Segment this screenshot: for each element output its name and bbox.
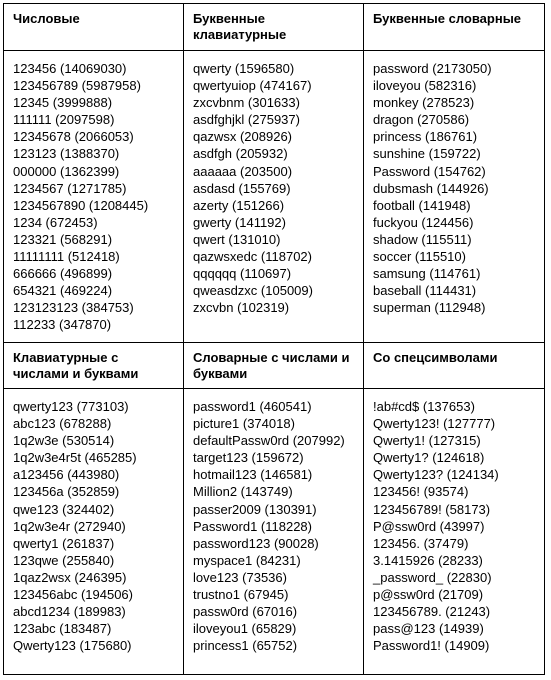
password-entry: shadow (115511) <box>373 231 472 247</box>
password-entry: 1qaz2wsx (246395) <box>13 569 127 585</box>
password-entry: qwert (131010) <box>193 231 281 247</box>
password-entry: soccer (115510) <box>373 249 466 265</box>
column-numeric <box>3 50 184 343</box>
password-entry: 000000 (1362399) <box>13 163 120 179</box>
password-entry: qweasdzxc (105009) <box>193 283 313 299</box>
column-dictionary-numbers-letters <box>183 388 364 675</box>
password-entry: 1q2w3e4r5t (465285) <box>13 450 137 466</box>
header-numeric: Числовые <box>3 3 184 51</box>
password-entry: Password (154762) <box>373 163 486 179</box>
password-entry: qwertyuiop (474167) <box>193 78 312 94</box>
password-entry: p@ssw0rd (21709) <box>373 587 484 603</box>
password-entry: passer2009 (130391) <box>193 501 317 517</box>
password-entry: asdasd (155769) <box>193 180 291 196</box>
column-keyboard-numbers-letters <box>3 388 184 675</box>
password-entry: 123123123 (384753) <box>13 300 134 316</box>
password-entry: 1q2w3e4r (272940) <box>13 518 126 534</box>
password-entry: 112233 (347870) <box>13 317 112 333</box>
password-entry: password (2173050) <box>373 61 492 76</box>
password-entry: 123456 (14069030) <box>13 61 127 76</box>
password-entry: Qwerty1? (124618) <box>373 450 485 466</box>
password-entry: iloveyou1 (65829) <box>193 621 297 637</box>
password-entry: aaaaaa (203500) <box>193 163 293 179</box>
password-entry: qwerty1 (261837) <box>13 535 115 551</box>
column-dictionary-letters <box>363 50 545 343</box>
password-entry: zxcvbn (102319) <box>193 300 290 316</box>
password-entry: passw0rd (67016) <box>193 604 298 620</box>
password-entry: iloveyou (582316) <box>373 78 477 94</box>
password-entry: fuckyou (124456) <box>373 214 474 230</box>
password-entry: 123456. (37479) <box>373 535 469 551</box>
password-entry: gwerty (141192) <box>193 214 286 230</box>
password-entry: hotmail123 (146581) <box>193 467 313 483</box>
password-entry: superman (112948) <box>373 300 486 316</box>
password-entry: 1234 (672453) <box>13 214 98 230</box>
password-entry: asdfgh (205932) <box>193 146 288 162</box>
password-entry: 123456789. (21243) <box>373 604 491 620</box>
password-entry: password123 (90028) <box>193 535 319 551</box>
password-entry: love123 (73536) <box>193 569 287 585</box>
password-entry: 1234567 (1271785) <box>13 180 127 196</box>
password-entry: Qwerty123? (124134) <box>373 467 499 483</box>
password-entry: qwe123 (324402) <box>13 501 115 517</box>
password-entry: 123321 (568291) <box>13 231 113 247</box>
header-keyboard-numbers-letters: Клавиатурные с числами и буквами <box>3 342 184 389</box>
password-entry: 3.1415926 (28233) <box>373 552 483 568</box>
password-entry: _password_ (22830) <box>373 569 492 585</box>
password-entry: 123456! (93574) <box>373 484 469 500</box>
password-entry: 123456abc (194506) <box>13 587 133 603</box>
password-entry: 1q2w3e (530514) <box>13 433 115 449</box>
password-entry: 123456789 (5987958) <box>13 78 141 94</box>
password-entry: 123123 (1388370) <box>13 146 120 162</box>
password-entry: 123456789! (58173) <box>373 501 491 517</box>
password-entry: zxcvbnm (301633) <box>193 95 300 111</box>
password-entry: dragon (270586) <box>373 112 470 128</box>
password-entry: sunshine (159722) <box>373 146 481 162</box>
password-entry: dubsmash (144926) <box>373 180 489 196</box>
password-entry: 12345 (3999888) <box>13 95 113 111</box>
password-entry: Qwerty1! (127315) <box>373 433 481 449</box>
password-entry: 123456a (352859) <box>13 484 120 500</box>
password-entry: P@ssw0rd (43997) <box>373 518 485 534</box>
header-dictionary-letters: Буквенные словарные <box>363 3 545 51</box>
password-entry: azerty (151266) <box>193 197 285 213</box>
password-entry: asdfghjkl (275937) <box>193 112 300 128</box>
column-special-characters <box>363 388 545 675</box>
password-entry: defaultPassw0rd (207992) <box>193 433 345 449</box>
password-entry: trustno1 (67945) <box>193 587 289 603</box>
password-entry: qwerty123 (773103) <box>13 399 129 414</box>
password-entry: 654321 (469224) <box>13 283 113 299</box>
password-entry: princess1 (65752) <box>193 638 298 654</box>
password-entry: qwerty (1596580) <box>193 61 295 76</box>
password-entry: 11111111 (512418) <box>13 249 120 265</box>
password-entry: 12345678 (2066053) <box>13 129 134 145</box>
password-entry: 123abc (183487) <box>13 621 112 637</box>
password-entry: abc123 (678288) <box>13 416 112 432</box>
column-keyboard-letters <box>183 50 364 343</box>
header-special-characters: Со спецсимволами <box>363 342 545 389</box>
password-entry: abcd1234 (189983) <box>13 604 126 620</box>
password-entry: pass@123 (14939) <box>373 621 484 637</box>
password-entry: target123 (159672) <box>193 450 304 466</box>
password-entry: !ab#cd$ (137653) <box>373 399 475 414</box>
password-entry: Qwerty123! (127777) <box>373 416 496 432</box>
password-entry: samsung (114761) <box>373 266 481 282</box>
password-entry: 111111 (2097598) <box>13 112 115 128</box>
password-entry: 1234567890 (1208445) <box>13 197 149 213</box>
password-entry: Million2 (143749) <box>193 484 293 500</box>
password-entry: picture1 (374018) <box>193 416 295 432</box>
header-keyboard-letters: Буквенные клавиатурные <box>183 3 364 51</box>
password-entry: Password1! (14909) <box>373 638 490 654</box>
password-category-table <box>3 3 545 675</box>
password-entry: 123qwe (255840) <box>13 552 115 568</box>
password-entry: qqqqqq (110697) <box>193 266 292 282</box>
password-entry: qazwsx (208926) <box>193 129 292 145</box>
password-entry: a123456 (443980) <box>13 467 120 483</box>
header-dictionary-numbers-letters: Словарные с числами и буквами <box>183 342 364 389</box>
password-entry: football (141948) <box>373 197 471 213</box>
password-entry: password1 (460541) <box>193 399 312 414</box>
password-entry: 666666 (496899) <box>13 266 113 282</box>
password-entry: Qwerty123 (175680) <box>13 638 132 654</box>
password-entry: Password1 (118228) <box>193 518 312 534</box>
password-entry: myspace1 (84231) <box>193 552 301 568</box>
password-entry: princess (186761) <box>373 129 478 145</box>
password-entry: qazwsxedc (118702) <box>193 249 312 265</box>
password-entry: baseball (114431) <box>373 283 477 299</box>
password-entry: monkey (278523) <box>373 95 475 111</box>
